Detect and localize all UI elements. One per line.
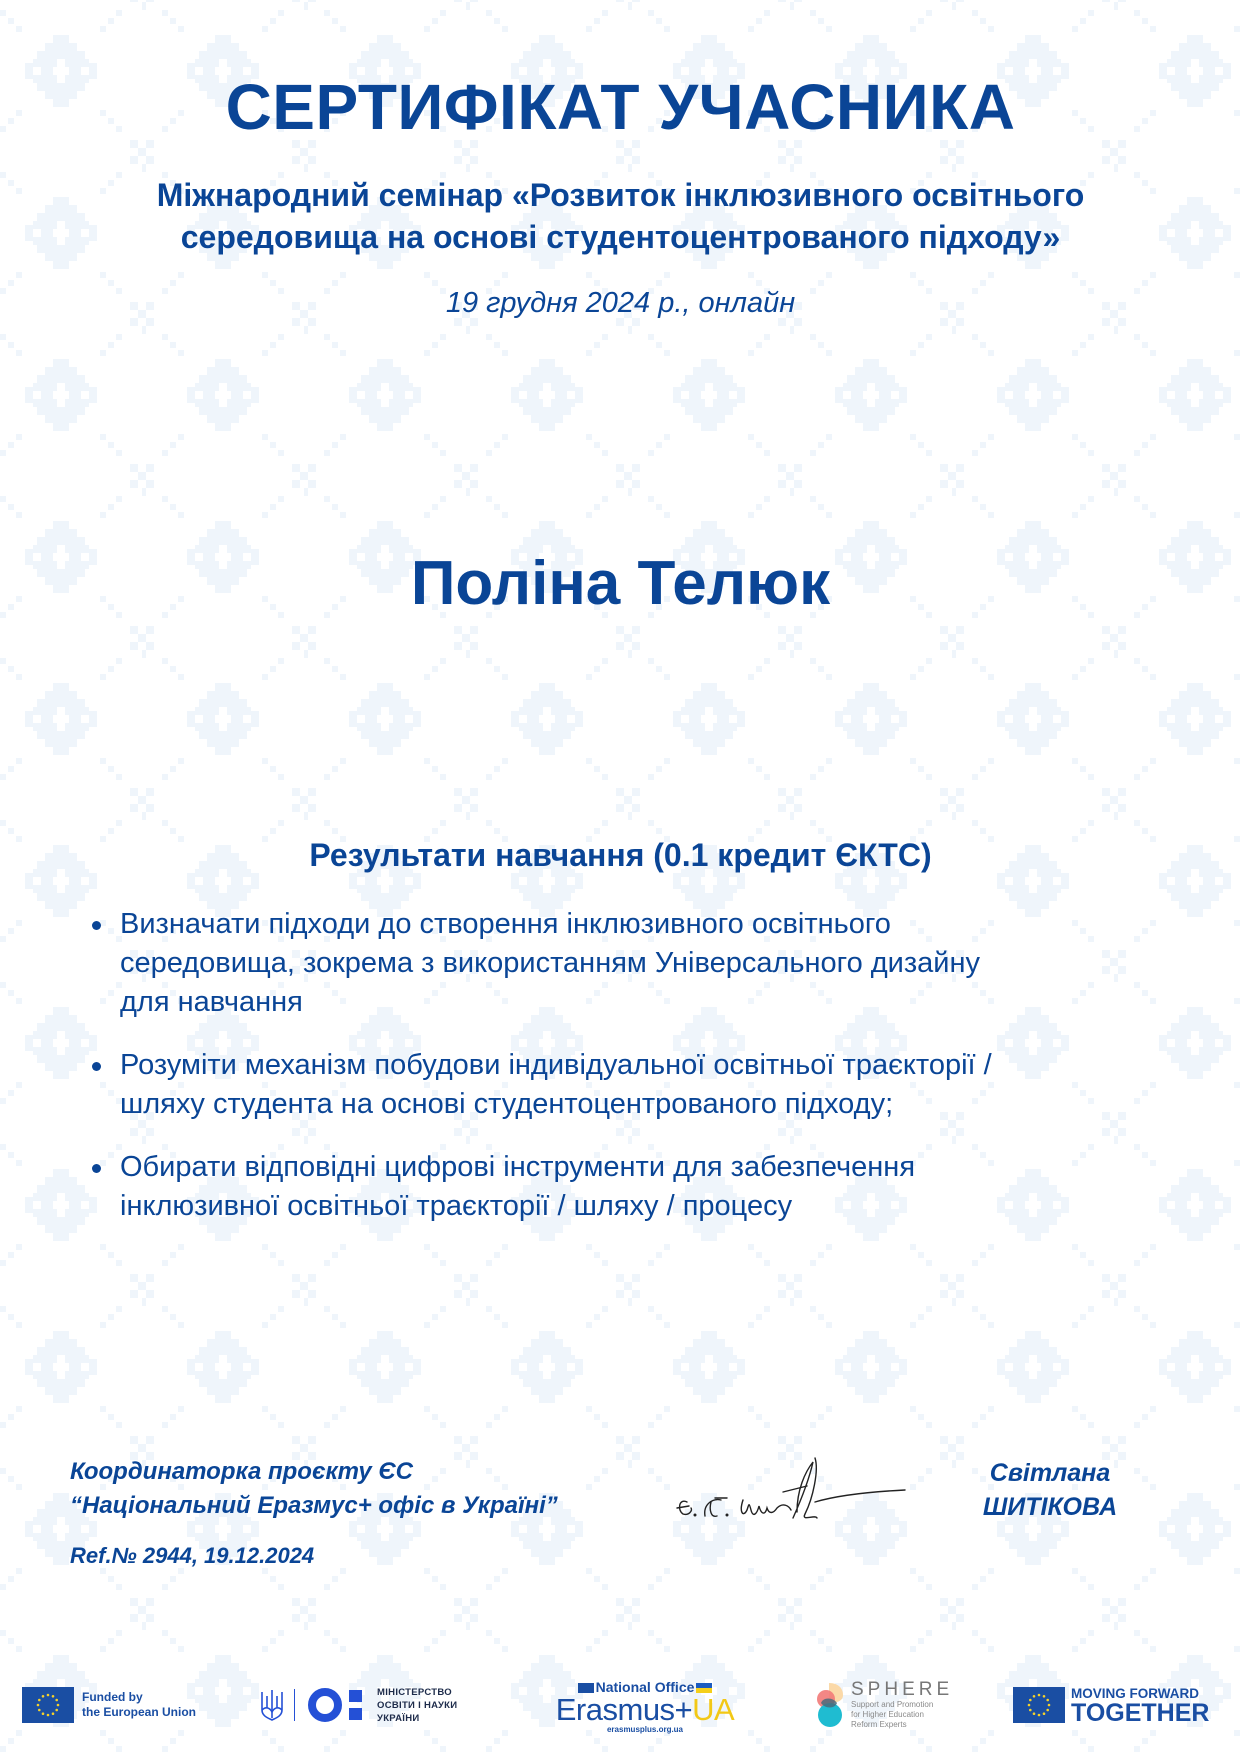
seminar-title-line: середовища на основі студентоцентрованого підходу» [180,219,1061,255]
signer-first-name: Світлана [989,1459,1111,1487]
erasmus-ua-wordmark: UA [692,1692,735,1727]
ministry-text: УКРАЇНИ [377,1712,420,1724]
sphere-logo [815,1680,985,1730]
outcome-line: шляху студента на основі студентоцентрованого підходу; [120,1088,894,1120]
together-text: TOGETHER [1071,1698,1210,1727]
ministry-mark-icon [307,1686,367,1724]
outcome-line: Розуміти механізм побудови індивідуальної освітньої траєкторії / [120,1049,992,1081]
learning-outcome-item [90,905,1170,1022]
outcome-line: середовища, зокрема з використанням Універсального дизайну [120,947,981,979]
moving-forward-text: MOVING FORWARD [1071,1685,1199,1701]
seminar-title [60,174,1181,258]
sphere-tagline: Support and Promotion [851,1700,934,1709]
outcome-line: інклюзивної освітньої траєкторії / шляху / процесу [120,1190,793,1222]
eu-funded-text: Funded by [82,1690,143,1704]
certificate-title: СЕРТИФІКАТ УЧАСНИКА [225,71,1016,143]
signer-last-name: ШИТІКОВА [982,1493,1118,1521]
sphere-mark-icon [815,1681,845,1729]
ukraine-flag-icon [696,1683,712,1693]
outcome-line: для навчання [120,986,303,1018]
reference-number: Ref.№ 2944, 19.12.2024 [70,1543,315,1568]
moving-forward-together-logo [1013,1680,1223,1730]
eu-funded-text: the European Union [82,1705,196,1719]
eu-funded-logo [22,1680,212,1730]
ministry-logo [260,1680,490,1730]
eu-flag-icon [1013,1687,1065,1723]
outcome-line: Визначати підходи до створення інклюзивного освітнього [120,908,891,940]
signer-name [940,1456,1160,1524]
erasmus-wordmark: Erasmus+ [555,1692,693,1727]
seminar-title-line: Міжнародний семінар «Розвиток інклюзивного освітнього [156,177,1085,213]
bullet-icon [92,1062,101,1071]
recipient-name: Поліна Телюк [410,549,831,618]
signatory-role-line: Координаторка проєкту ЄС [70,1458,413,1485]
signatory-role-line: “Національний Еразмус+ офіс в Україні” [70,1492,558,1519]
trident-icon [260,1688,284,1722]
signature-image [665,1440,910,1530]
learning-outcomes-list [90,905,1170,1250]
divider [294,1689,295,1721]
erasmus-national-office-logo [535,1679,755,1734]
sphere-tagline: Reform Experts [851,1720,907,1729]
sphere-name: SPHERE [851,1679,954,1700]
bullet-icon [92,921,101,930]
learning-outcome-item [90,1046,1170,1124]
sphere-tagline: for Higher Education [851,1710,924,1719]
eu-flag-icon [22,1687,74,1723]
ministry-text: ОСВІТИ І НАУКИ [377,1699,458,1711]
event-date: 19 грудня 2024 р., онлайн [445,287,796,319]
eu-flag-icon [578,1683,594,1693]
signatory-role [70,1455,558,1523]
bullet-icon [92,1164,101,1173]
erasmus-office-text: National Office [595,1679,695,1695]
outcome-line: Обирати відповідні цифрові інструменти для забезпечення [120,1151,916,1183]
learning-outcome-item [90,1148,1170,1226]
erasmus-url: erasmusplus.org.ua [606,1725,684,1734]
ministry-text: МІНІСТЕРСТВО [377,1686,452,1698]
learning-outcomes-heading: Результати навчання (0.1 кредит ЄКТС) [309,837,932,873]
